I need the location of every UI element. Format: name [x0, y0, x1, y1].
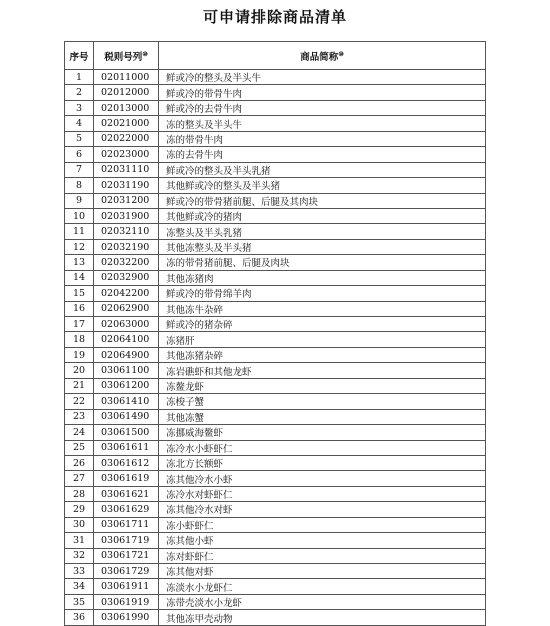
- table-row: [65, 548, 486, 563]
- cell-serial-number: 4: [65, 116, 94, 131]
- cell-product-name: 冻北方长额虾: [159, 455, 486, 470]
- cell-serial-number: 8: [65, 178, 94, 193]
- cell-product-name: 冻带壳淡水小龙虾: [159, 594, 486, 609]
- cell-serial-number: 21: [65, 378, 94, 393]
- cell-serial-number: 32: [65, 548, 94, 563]
- cell-serial-number: 27: [65, 471, 94, 486]
- table-row: [65, 301, 486, 316]
- table-row: [65, 193, 486, 208]
- cell-tariff-code: 02023000: [94, 147, 159, 162]
- cell-product-name: 鲜或冷的带骨绵羊肉: [159, 286, 486, 301]
- cell-product-name: 鲜或冷的去骨牛肉: [159, 100, 486, 115]
- cell-tariff-code: 02064100: [94, 332, 159, 347]
- cell-tariff-code: 02042200: [94, 286, 159, 301]
- cell-tariff-code: 03061619: [94, 471, 159, 486]
- table-row: [65, 147, 486, 162]
- table-row: [65, 502, 486, 517]
- header-tariff-code: 税则号列⑩: [94, 42, 159, 70]
- cell-tariff-code: 03061410: [94, 394, 159, 409]
- table-row: [65, 286, 486, 301]
- table-row: [65, 471, 486, 486]
- cell-tariff-code: 02012000: [94, 85, 159, 100]
- cell-tariff-code: 02064900: [94, 347, 159, 362]
- cell-serial-number: 22: [65, 394, 94, 409]
- table-row: [65, 579, 486, 594]
- table-row: [65, 162, 486, 177]
- cell-tariff-code: 03061629: [94, 502, 159, 517]
- table-row: [65, 394, 486, 409]
- cell-serial-number: 33: [65, 564, 94, 579]
- cell-product-name: 鲜或冷的整头及半头牛: [159, 70, 486, 85]
- table-row: [65, 224, 486, 239]
- cell-product-name: 冻的整头及半头牛: [159, 116, 486, 131]
- cell-tariff-code: 02062900: [94, 301, 159, 316]
- table-row: [65, 239, 486, 254]
- cell-serial-number: 16: [65, 301, 94, 316]
- cell-product-name: 其他鲜或冷的猪肉: [159, 208, 486, 223]
- table-header-row: [65, 42, 486, 70]
- cell-product-name: 冻对虾虾仁: [159, 548, 486, 563]
- cell-serial-number: 9: [65, 193, 94, 208]
- cell-serial-number: 7: [65, 162, 94, 177]
- table-row: [65, 70, 486, 85]
- table-body: [65, 70, 486, 626]
- table-row: [65, 486, 486, 501]
- cell-product-name: 鲜或冷的带骨牛肉: [159, 85, 486, 100]
- footnote-mark: ⑩: [338, 50, 344, 58]
- cell-serial-number: 25: [65, 440, 94, 455]
- cell-serial-number: 28: [65, 486, 94, 501]
- table-row: [65, 533, 486, 548]
- table-row: [65, 100, 486, 115]
- table-row: [65, 317, 486, 332]
- cell-product-name: 冻猪肝: [159, 332, 486, 347]
- cell-tariff-code: 03061911: [94, 579, 159, 594]
- cell-product-name: 冻冷水对虾虾仁: [159, 486, 486, 501]
- cell-serial-number: 15: [65, 286, 94, 301]
- cell-tariff-code: 02032200: [94, 255, 159, 270]
- cell-serial-number: 36: [65, 610, 94, 625]
- table-row: [65, 85, 486, 100]
- cell-tariff-code: 02032900: [94, 270, 159, 285]
- table-row: [65, 425, 486, 440]
- cell-product-name: 冻岩礁虾和其他龙虾: [159, 363, 486, 378]
- cell-serial-number: 18: [65, 332, 94, 347]
- cell-serial-number: 2: [65, 85, 94, 100]
- cell-product-name: 冻整头及半头乳猪: [159, 224, 486, 239]
- cell-product-name: 其他冻猪肉: [159, 270, 486, 285]
- header-product-name: 商品简称⑩: [159, 42, 486, 70]
- cell-serial-number: 3: [65, 100, 94, 115]
- cell-tariff-code: 03061500: [94, 425, 159, 440]
- cell-product-name: 冻挪威海鳌虾: [159, 425, 486, 440]
- cell-product-name: 其他冻猪杂碎: [159, 347, 486, 362]
- cell-serial-number: 19: [65, 347, 94, 362]
- cell-tariff-code: 02032110: [94, 224, 159, 239]
- cell-product-name: 其他冻整头及半头猪: [159, 239, 486, 254]
- cell-product-name: 鲜或冷的整头及半头乳猪: [159, 162, 486, 177]
- cell-tariff-code: 03061100: [94, 363, 159, 378]
- cell-tariff-code: 02013000: [94, 100, 159, 115]
- cell-tariff-code: 03061200: [94, 378, 159, 393]
- cell-product-name: 冻其他对虾: [159, 564, 486, 579]
- table-row: [65, 347, 486, 362]
- table-row: [65, 564, 486, 579]
- cell-product-name: 其他冻蟹: [159, 409, 486, 424]
- table-row: [65, 270, 486, 285]
- cell-tariff-code: 02063000: [94, 317, 159, 332]
- cell-tariff-code: 03061719: [94, 533, 159, 548]
- cell-tariff-code: 02021000: [94, 116, 159, 131]
- cell-serial-number: 35: [65, 594, 94, 609]
- table-row: [65, 440, 486, 455]
- table-row: [65, 378, 486, 393]
- cell-product-name: 鲜或冷的猪杂碎: [159, 317, 486, 332]
- cell-product-name: 冻梭子蟹: [159, 394, 486, 409]
- cell-serial-number: 24: [65, 425, 94, 440]
- cell-tariff-code: 03061729: [94, 564, 159, 579]
- cell-serial-number: 5: [65, 131, 94, 146]
- cell-serial-number: 12: [65, 239, 94, 254]
- exclusion-list-table: [64, 41, 486, 626]
- cell-serial-number: 20: [65, 363, 94, 378]
- cell-tariff-code: 02031190: [94, 178, 159, 193]
- cell-product-name: 冻小虾虾仁: [159, 517, 486, 532]
- cell-serial-number: 13: [65, 255, 94, 270]
- cell-product-name: 其他冻甲壳动物: [159, 610, 486, 625]
- cell-tariff-code: 02031200: [94, 193, 159, 208]
- table-row: [65, 178, 486, 193]
- cell-tariff-code: 03061721: [94, 548, 159, 563]
- cell-serial-number: 34: [65, 579, 94, 594]
- cell-product-name: 冻其他冷水小虾: [159, 471, 486, 486]
- cell-product-name: 冻其他小虾: [159, 533, 486, 548]
- cell-serial-number: 31: [65, 533, 94, 548]
- cell-product-name: 其他鲜或冷的整头及半头猪: [159, 178, 486, 193]
- cell-serial-number: 11: [65, 224, 94, 239]
- cell-serial-number: 30: [65, 517, 94, 532]
- table-row: [65, 208, 486, 223]
- cell-serial-number: 26: [65, 455, 94, 470]
- cell-tariff-code: 03061711: [94, 517, 159, 532]
- cell-tariff-code: 02032190: [94, 239, 159, 254]
- page-title: 可申请排除商品清单: [202, 8, 347, 26]
- cell-serial-number: 23: [65, 409, 94, 424]
- cell-serial-number: 10: [65, 208, 94, 223]
- cell-serial-number: 1: [65, 70, 94, 85]
- table-row: [65, 409, 486, 424]
- cell-tariff-code: 03061990: [94, 610, 159, 625]
- cell-serial-number: 14: [65, 270, 94, 285]
- table-row: [65, 594, 486, 609]
- cell-tariff-code: 03061611: [94, 440, 159, 455]
- table-row: [65, 610, 486, 625]
- cell-product-name: 冻的去骨牛肉: [159, 147, 486, 162]
- cell-serial-number: 6: [65, 147, 94, 162]
- cell-tariff-code: 03061621: [94, 486, 159, 501]
- cell-serial-number: 29: [65, 502, 94, 517]
- table-row: [65, 131, 486, 146]
- table-row: [65, 332, 486, 347]
- cell-product-name: 冻鳌龙虾: [159, 378, 486, 393]
- cell-tariff-code: 02031110: [94, 162, 159, 177]
- table-row: [65, 363, 486, 378]
- cell-product-name: 冻其他冷水对虾: [159, 502, 486, 517]
- cell-tariff-code: 03061490: [94, 409, 159, 424]
- cell-product-name: 冻冷水小虾虾仁: [159, 440, 486, 455]
- cell-product-name: 鲜或冷的带骨猪前腿、后腿及其肉块: [159, 193, 486, 208]
- table-row: [65, 255, 486, 270]
- cell-tariff-code: 03061919: [94, 594, 159, 609]
- cell-product-name: 冻的带骨牛肉: [159, 131, 486, 146]
- cell-product-name: 冻淡水小龙虾仁: [159, 579, 486, 594]
- table-row: [65, 116, 486, 131]
- table-row: [65, 517, 486, 532]
- cell-tariff-code: 02031900: [94, 208, 159, 223]
- cell-product-name: 其他冻牛杂碎: [159, 301, 486, 316]
- cell-tariff-code: 02011000: [94, 70, 159, 85]
- header-serial-number: 序号: [65, 42, 94, 70]
- cell-serial-number: 17: [65, 317, 94, 332]
- table-row: [65, 455, 486, 470]
- cell-tariff-code: 03061612: [94, 455, 159, 470]
- cell-tariff-code: 02022000: [94, 131, 159, 146]
- footnote-mark: ⑩: [142, 50, 148, 58]
- cell-product-name: 冻的带骨猪前腿、后腿及肉块: [159, 255, 486, 270]
